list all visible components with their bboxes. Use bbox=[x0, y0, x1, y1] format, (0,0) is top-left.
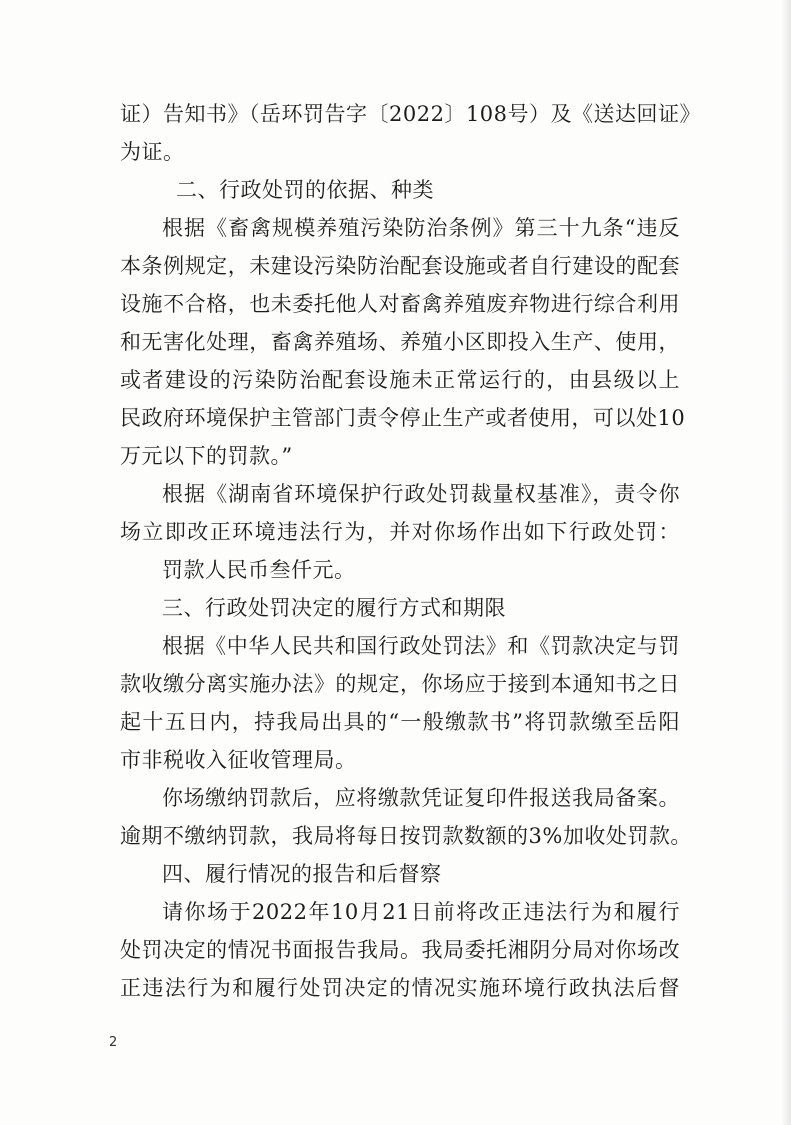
text-line-19: 你场缴纳罚款后，应将缴款凭证复印件报送我局备案。 bbox=[162, 786, 680, 810]
text-line-17: 起十五日内，持我局出具的“一般缴款书”将罚款缴至岳阳 bbox=[120, 710, 680, 734]
text-line-7: 和无害化处理，畜禽养殖场、养殖小区即投入生产、使用， bbox=[120, 330, 680, 354]
text-line-16: 款收缴分离实施办法》的规定，你场应于接到本通知书之日 bbox=[120, 672, 680, 696]
section-heading-2: 二、行政处罚的依据、种类 bbox=[176, 178, 434, 202]
text-line-18: 市非税收入征收管理局。 bbox=[120, 748, 357, 772]
text-line-15: 根据《中华人民共和国行政处罚法》和《罚款决定与罚 bbox=[162, 634, 680, 658]
text-line-23: 处罚决定的情况书面报告我局。我局委托湘阴分局对你场改 bbox=[120, 938, 680, 962]
section-heading-3: 三、行政处罚决定的履行方式和期限 bbox=[162, 596, 506, 620]
scan-edge-shadow bbox=[781, 0, 791, 1125]
text-line-11: 根据《湖南省环境保护行政处罚裁量权基准》，责令你 bbox=[162, 482, 680, 506]
text-line-1: 证）告知书》（岳环罚告字〔2022〕108号）及《送达回证》 bbox=[120, 102, 702, 126]
text-line-10: 万元以下的罚款。” bbox=[120, 444, 293, 468]
section-heading-4: 四、履行情况的报告和后督察 bbox=[162, 862, 442, 886]
text-line-24: 正违法行为和履行处罚决定的情况实施环境行政执法后督 bbox=[120, 976, 680, 1000]
text-line-22: 请你场于2022年10月21日前将改正违法行为和履行 bbox=[162, 900, 680, 924]
text-line-9: 民政府环境保护主管部门责令停止生产或者使用，可以处10 bbox=[120, 406, 686, 430]
text-line-4: 根据《畜禽规模养殖污染防治条例》第三十九条“违反 bbox=[162, 216, 680, 240]
text-line-6: 设施不合格，也未委托他人对畜禽养殖废弃物进行综合利用 bbox=[120, 292, 680, 316]
text-line-2: 为证。 bbox=[120, 140, 185, 164]
page-number: 2 bbox=[109, 1035, 118, 1050]
text-line-5: 本条例规定，未建设污染防治配套设施或者自行建设的配套 bbox=[120, 254, 680, 278]
text-line-13: 罚款人民币叁仟元。 bbox=[162, 558, 356, 582]
text-line-12: 场立即改正环境违法行为，并对你场作出如下行政处罚： bbox=[120, 520, 680, 544]
text-line-20: 逾期不缴纳罚款，我局将每日按罚款数额的3%加收处罚款。 bbox=[120, 824, 692, 848]
text-line-8: 或者建设的污染防治配套设施未正常运行的，由县级以上 bbox=[120, 368, 680, 392]
